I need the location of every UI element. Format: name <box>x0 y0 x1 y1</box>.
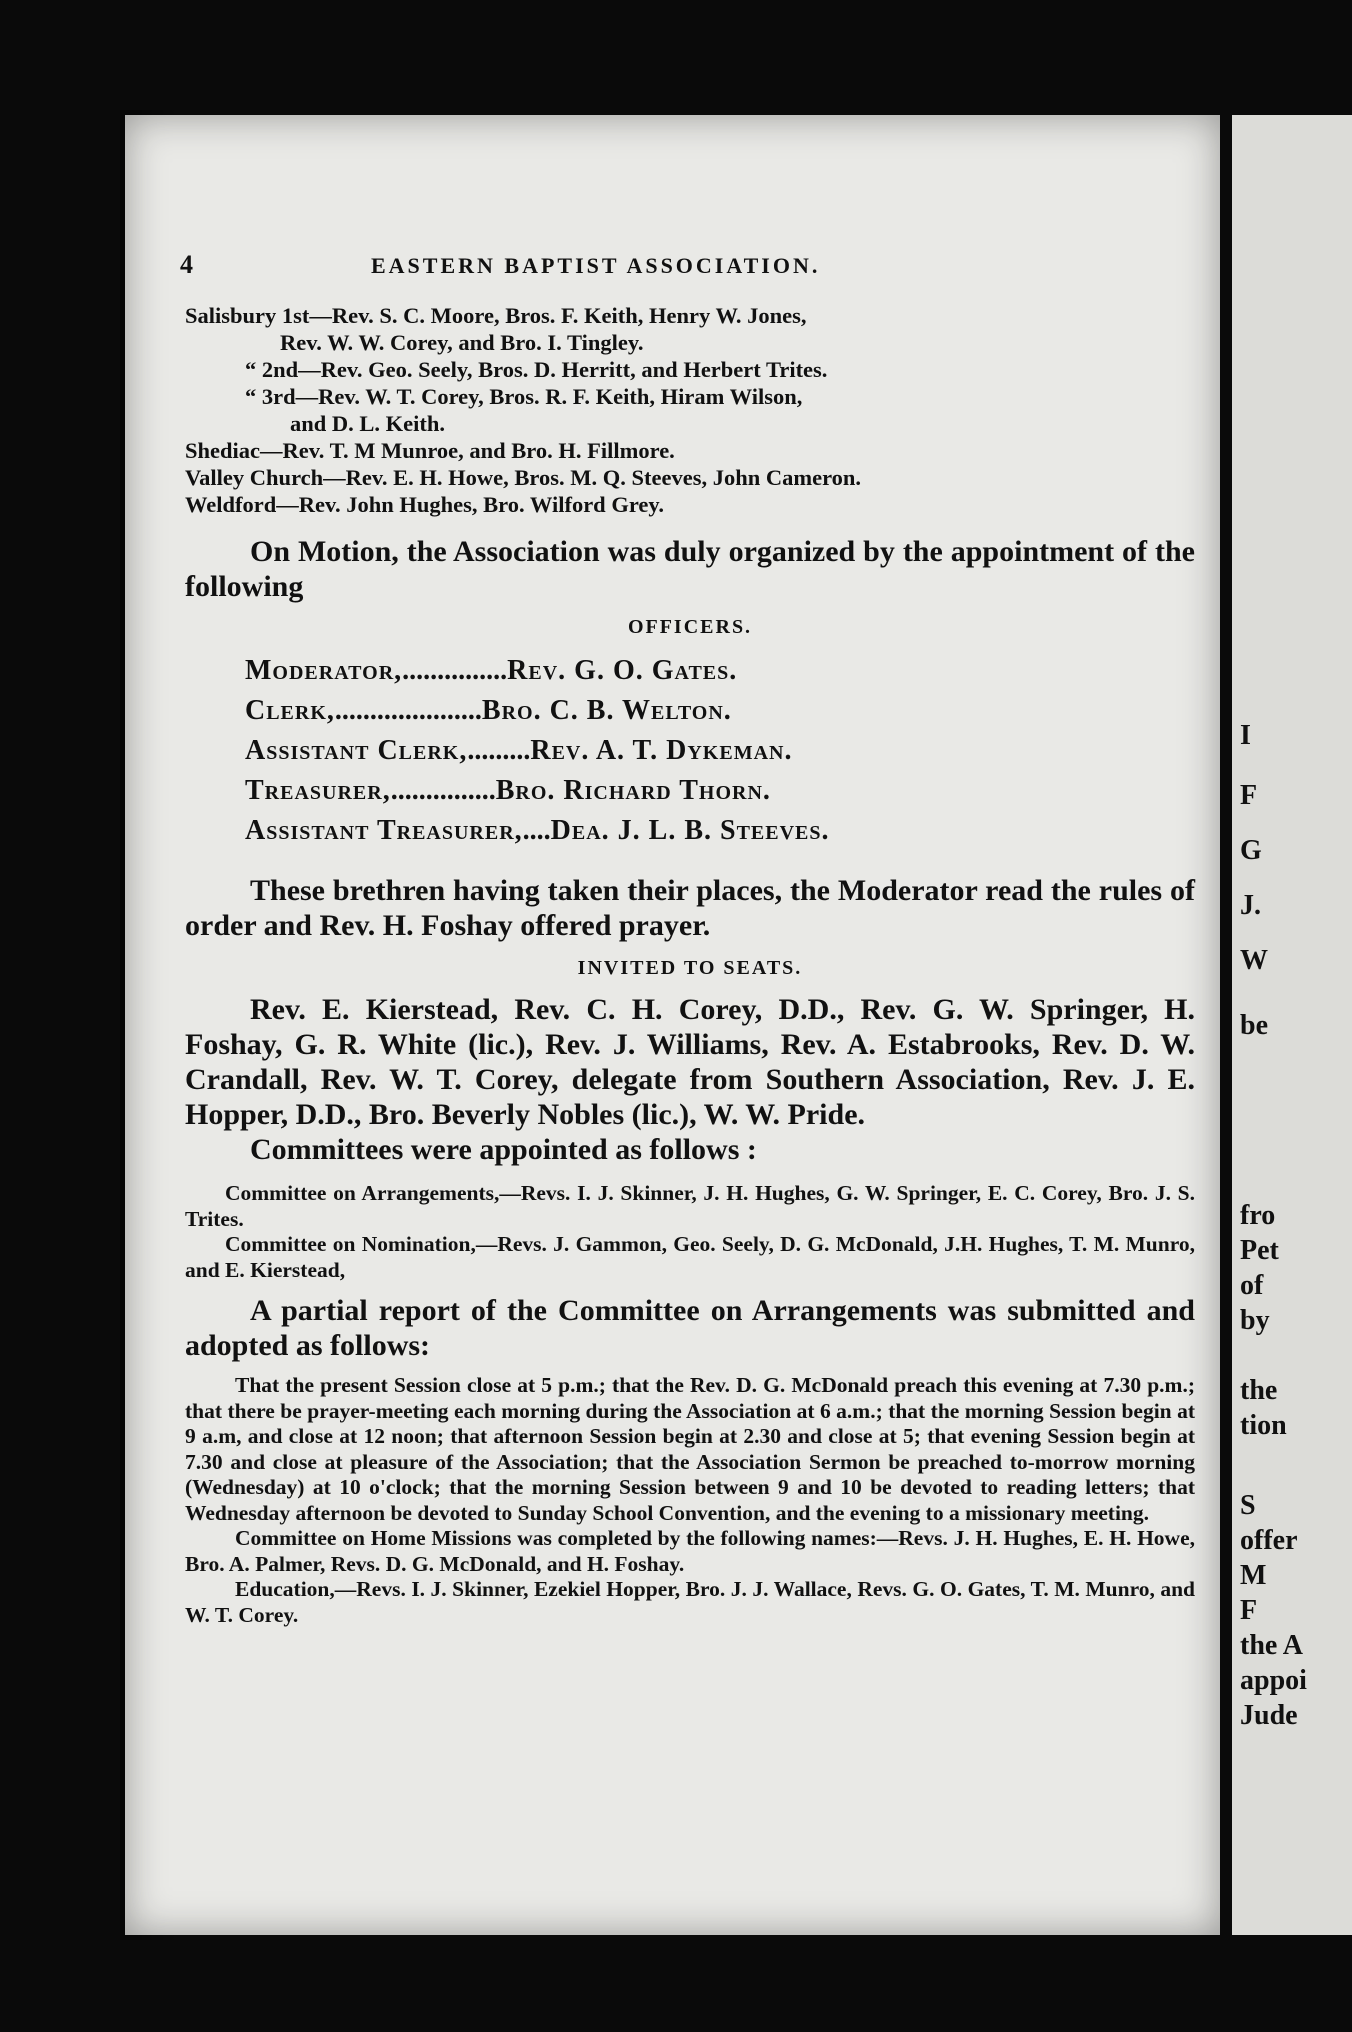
delegate-line: Rev. W. W. Corey, and Bro. I. Tingley. <box>280 330 644 355</box>
delegate-line: “ 3rd—Rev. W. T. Corey, Bros. R. F. Keith, Hiram Wilson, <box>245 384 803 409</box>
committee-nomination: Committee on Nomination,—Revs. J. Gammon, Geo. Seely, D. G. McDonald, J.H. Hughes, T. M. Munro, and E. Kierstead, <box>185 1232 1195 1282</box>
fragment-text: S <box>1240 1490 1256 1521</box>
running-header <box>180 250 1195 280</box>
officers-heading: OFFICERS. <box>627 616 753 638</box>
rules-paragraph: These brethren having taken their places, the Moderator read the rules of order and Rev. H. Foshay offered prayer. <box>185 874 1195 942</box>
fragment-text: of <box>1240 1270 1264 1301</box>
report-text: That the present Session close at 5 p.m.; that the Rev. D. G. McDonald preach this evening at 7.30 p.m.; that there be prayer-meeting each morning during the Association at 6 a.m.; that the morning Session begin at 9 a.m, and close at 12 noon; that afternoon Session begin at 2.30 and close at 5; that evening Session begin at 7.30 and close at pleasure of the Association; that the Association Sermon be preached to-morrow morning (Wednesday) at 10 o'clock; that the morning Session between 9 and 10 be devoted to reading letters; that Wednesday afternoon be devoted to Sunday School Convention, and the evening to a missionary meeting. <box>185 1373 1195 1525</box>
fragment-text: the <box>1240 1375 1278 1406</box>
officer-role: Clerk, <box>245 695 335 726</box>
fragment-text: F <box>1240 1595 1258 1626</box>
officer-name: Rev. A. T. Dykeman. <box>530 735 793 766</box>
officer-role: Assistant Clerk, <box>245 735 468 766</box>
motion-paragraph: On Motion, the Association was duly organized by the appointment of the following <box>185 535 1195 603</box>
invited-paragraph: Rev. E. Kierstead, Rev. C. H. Corey, D.D., Rev. G. W. Springer, H. Foshay, G. R. White (lic.), Rev. J. Williams, Rev. A. Estabrooks, Rev. D. W. Crandall, Rev. W. T. Corey, delegate from Southern Association, Rev. J. E. Hopper, D.D., Bro. Beverly Nobles (lic.), W. W. Pride. <box>185 993 1195 1131</box>
fragment-text: W <box>1240 945 1268 976</box>
fragment-text: appoi <box>1240 1665 1307 1696</box>
partial-report-paragraph: A partial report of the Committee on Arrangements was submitted and adopted as follows: <box>185 1294 1195 1362</box>
invited-heading: INVITED TO SEATS. <box>577 957 803 979</box>
running-title: EASTERN BAPTIST ASSOCIATION. <box>371 253 821 278</box>
delegate-line: and D. L. Keith. <box>290 411 446 436</box>
leader-dots: ............... <box>402 655 508 686</box>
officer-name: Dea. J. L. B. Steeves. <box>550 815 830 846</box>
officer-row <box>245 691 1195 731</box>
fragment-text: G <box>1240 835 1262 866</box>
fragment-text: the A <box>1240 1630 1303 1661</box>
facing-page-edge <box>1232 115 1352 1935</box>
officer-role: Treasurer, <box>245 775 391 806</box>
book-page <box>125 115 1220 1935</box>
fragment-text: F <box>1240 780 1258 811</box>
leader-dots: ............... <box>390 775 496 806</box>
page-number: 4 <box>180 250 196 279</box>
delegate-line: Salisbury 1st—Rev. S. C. Moore, Bros. F. Keith, Henry W. Jones, <box>185 303 807 328</box>
officer-row <box>245 811 1195 851</box>
officer-name: Rev. G. O. Gates. <box>507 655 738 686</box>
leader-dots: ......... <box>467 735 531 766</box>
fragment-text: offer <box>1240 1525 1298 1556</box>
delegate-line: Valley Church—Rev. E. H. Howe, Bros. M. Q. Steeves, John Cameron. <box>185 465 862 490</box>
delegate-line: Weldford—Rev. John Hughes, Bro. Wilford Grey. <box>185 492 665 517</box>
fragment-text: J. <box>1240 890 1261 921</box>
officers-list <box>245 651 1195 851</box>
delegate-line: “ 2nd—Rev. Geo. Seely, Bros. D. Herritt, and Herbert Trites. <box>245 357 828 382</box>
fragment-text: Pet <box>1240 1235 1279 1266</box>
officer-role: Moderator, <box>245 655 403 686</box>
committees-intro: Committees were appointed as follows : <box>250 1133 757 1166</box>
education-paragraph: Education,—Revs. I. J. Skinner, Ezekiel Hopper, Bro. J. J. Wallace, Revs. G. O. Gates, T. M. Munro, and W. T. Corey. <box>185 1577 1195 1627</box>
committee-arrangements: Committee on Arrangements,—Revs. I. J. Skinner, J. H. Hughes, G. W. Springer, E. C. Corey, Bro. J. S. Trites. <box>185 1181 1195 1231</box>
delegates-list <box>185 302 1195 518</box>
delegate-line: Shediac—Rev. T. M Munroe, and Bro. H. Fillmore. <box>185 438 675 463</box>
officer-row <box>245 651 1195 691</box>
officer-name: Bro. Richard Thorn. <box>495 775 771 806</box>
leader-dots: .... <box>522 815 551 846</box>
leader-dots: ..................... <box>334 695 482 726</box>
page-content <box>180 250 1195 1628</box>
fragment-text: M <box>1240 1560 1267 1591</box>
fragment-text: by <box>1240 1305 1270 1336</box>
officer-row <box>245 771 1195 811</box>
officer-role: Assistant Treasurer, <box>245 815 523 846</box>
fragment-text: Jude <box>1240 1700 1298 1731</box>
officer-row <box>245 731 1195 771</box>
fragment-text: tion <box>1240 1410 1287 1441</box>
home-missions-paragraph: Committee on Home Missions was completed by the following names:—Revs. J. H. Hughes, E. H. Howe, Bro. A. Palmer, Revs. D. G. McDonald, and H. Foshay. <box>185 1526 1195 1576</box>
officer-name: Bro. C. B. Welton. <box>481 695 732 726</box>
fragment-text: fro <box>1240 1200 1276 1231</box>
fragment-text: be <box>1240 1010 1268 1041</box>
fragment-text: I <box>1240 720 1251 751</box>
